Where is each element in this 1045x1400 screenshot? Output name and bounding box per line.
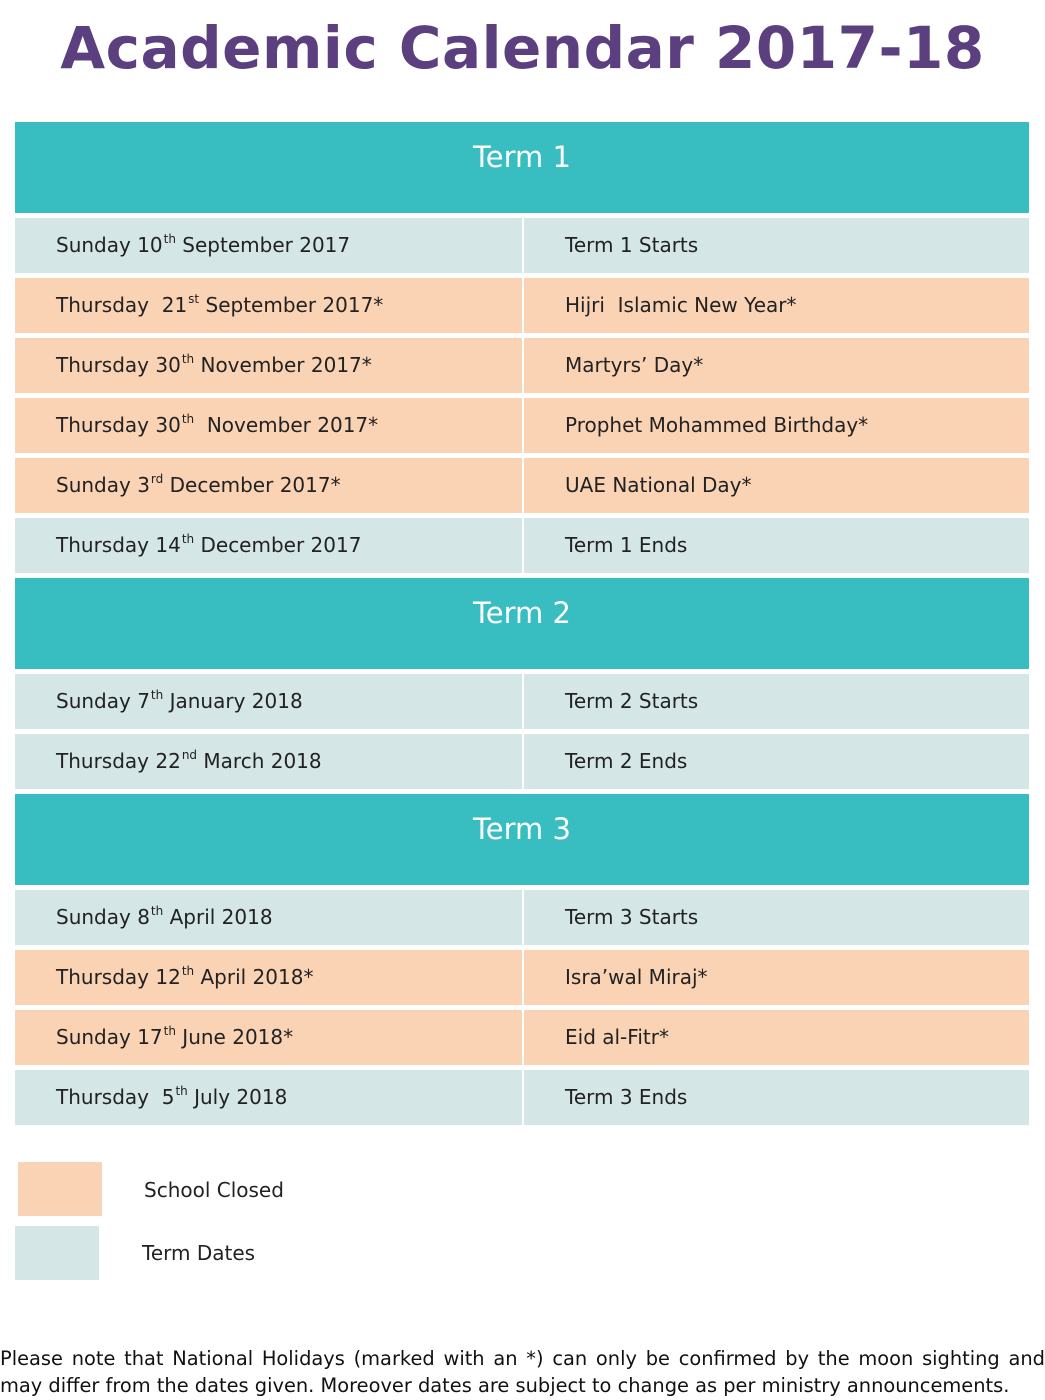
event-cell: Prophet Mohammed Birthday*: [524, 398, 1029, 453]
date-day: Thursday 30: [56, 413, 181, 437]
date-rest: November 2017*: [194, 413, 379, 437]
date-ordinal: rd: [150, 472, 164, 486]
calendar-table: [15, 122, 1029, 1130]
date-cell: [15, 674, 522, 729]
date-ordinal: th: [163, 1024, 176, 1038]
date-day: Sunday 8: [56, 905, 150, 929]
date-cell: [15, 950, 522, 1005]
calendar-row: [15, 338, 1029, 393]
date-rest: January 2018: [163, 689, 303, 713]
calendar-row: [15, 278, 1029, 333]
date-day: Sunday 17: [56, 1025, 163, 1049]
date-rest: April 2018: [163, 905, 273, 929]
event-cell: Term 1 Starts: [524, 218, 1029, 273]
calendar-row: [15, 218, 1029, 273]
date-cell: [15, 398, 522, 453]
date-rest: December 2017: [194, 533, 362, 557]
event-cell: Term 2 Ends: [524, 734, 1029, 789]
date-day: Thursday 21: [56, 293, 188, 317]
date-day: Thursday 22: [56, 749, 181, 773]
date-rest: June 2018*: [175, 1025, 294, 1049]
date-ordinal: th: [181, 352, 195, 366]
term-dates-label: Term Dates: [142, 1241, 256, 1265]
date-cell: [15, 1070, 522, 1125]
footnote: Please note that National Holidays (marked with an *) can only be confirmed by the moon sighting and may differ from the dates given. Moreover dates are subject to change as per ministry announcements.: [0, 1347, 1045, 1397]
event-cell: Term 3 Ends: [524, 1070, 1029, 1125]
date-ordinal: th: [163, 232, 176, 246]
term-header: Term 3: [15, 794, 1029, 885]
date-rest: September 2017*: [199, 293, 384, 317]
date-ordinal: th: [181, 532, 195, 546]
event-cell: Hijri Islamic New Year*: [524, 278, 1029, 333]
date-rest: September 2017: [175, 233, 351, 257]
date-cell: [15, 338, 522, 393]
date-cell: [15, 458, 522, 513]
term-dates-swatch: [15, 1226, 99, 1280]
calendar-row: [15, 950, 1029, 1005]
school-closed-label: School Closed: [144, 1178, 284, 1202]
date-rest: December 2017*: [163, 473, 341, 497]
page-title: Academic Calendar 2017-18: [60, 14, 985, 82]
calendar-row: [15, 1010, 1029, 1065]
calendar-row: [15, 674, 1029, 729]
calendar-row: [15, 890, 1029, 945]
date-ordinal: th: [150, 904, 164, 918]
date-rest: July 2018: [187, 1085, 288, 1109]
date-cell: [15, 890, 522, 945]
date-cell: [15, 518, 522, 573]
event-cell: Eid al-Fitr*: [524, 1010, 1029, 1065]
calendar-row: [15, 458, 1029, 513]
date-day: Thursday 5: [56, 1085, 175, 1109]
date-cell: [15, 278, 522, 333]
date-cell: [15, 218, 522, 273]
date-ordinal: nd: [181, 748, 198, 762]
school-closed-swatch: [18, 1162, 102, 1216]
calendar-row: [15, 1070, 1029, 1125]
date-rest: March 2018: [197, 749, 322, 773]
event-cell: Isra’wal Miraj*: [524, 950, 1029, 1005]
calendar-row: [15, 734, 1029, 789]
date-ordinal: th: [181, 964, 195, 978]
term-header: Term 2: [15, 578, 1029, 669]
event-cell: Term 2 Starts: [524, 674, 1029, 729]
date-day: Thursday 30: [56, 353, 181, 377]
legend: [15, 1162, 415, 1282]
date-day: Sunday 3: [56, 473, 150, 497]
date-day: Sunday 7: [56, 689, 150, 713]
calendar-row: [15, 518, 1029, 573]
event-cell: Term 3 Starts: [524, 890, 1029, 945]
date-ordinal: th: [150, 688, 164, 702]
calendar-row: [15, 398, 1029, 453]
event-cell: Martyrs’ Day*: [524, 338, 1029, 393]
date-cell: [15, 734, 522, 789]
date-day: Sunday 10: [56, 233, 163, 257]
event-cell: UAE National Day*: [524, 458, 1029, 513]
date-ordinal: st: [188, 292, 200, 306]
date-rest: April 2018*: [194, 965, 314, 989]
event-cell: Term 1 Ends: [524, 518, 1029, 573]
date-ordinal: th: [175, 1084, 188, 1098]
term-header: Term 1: [15, 122, 1029, 213]
date-ordinal: th: [181, 412, 195, 426]
date-day: Thursday 12: [56, 965, 181, 989]
date-rest: November 2017*: [194, 353, 372, 377]
date-cell: [15, 1010, 522, 1065]
date-day: Thursday 14: [56, 533, 181, 557]
